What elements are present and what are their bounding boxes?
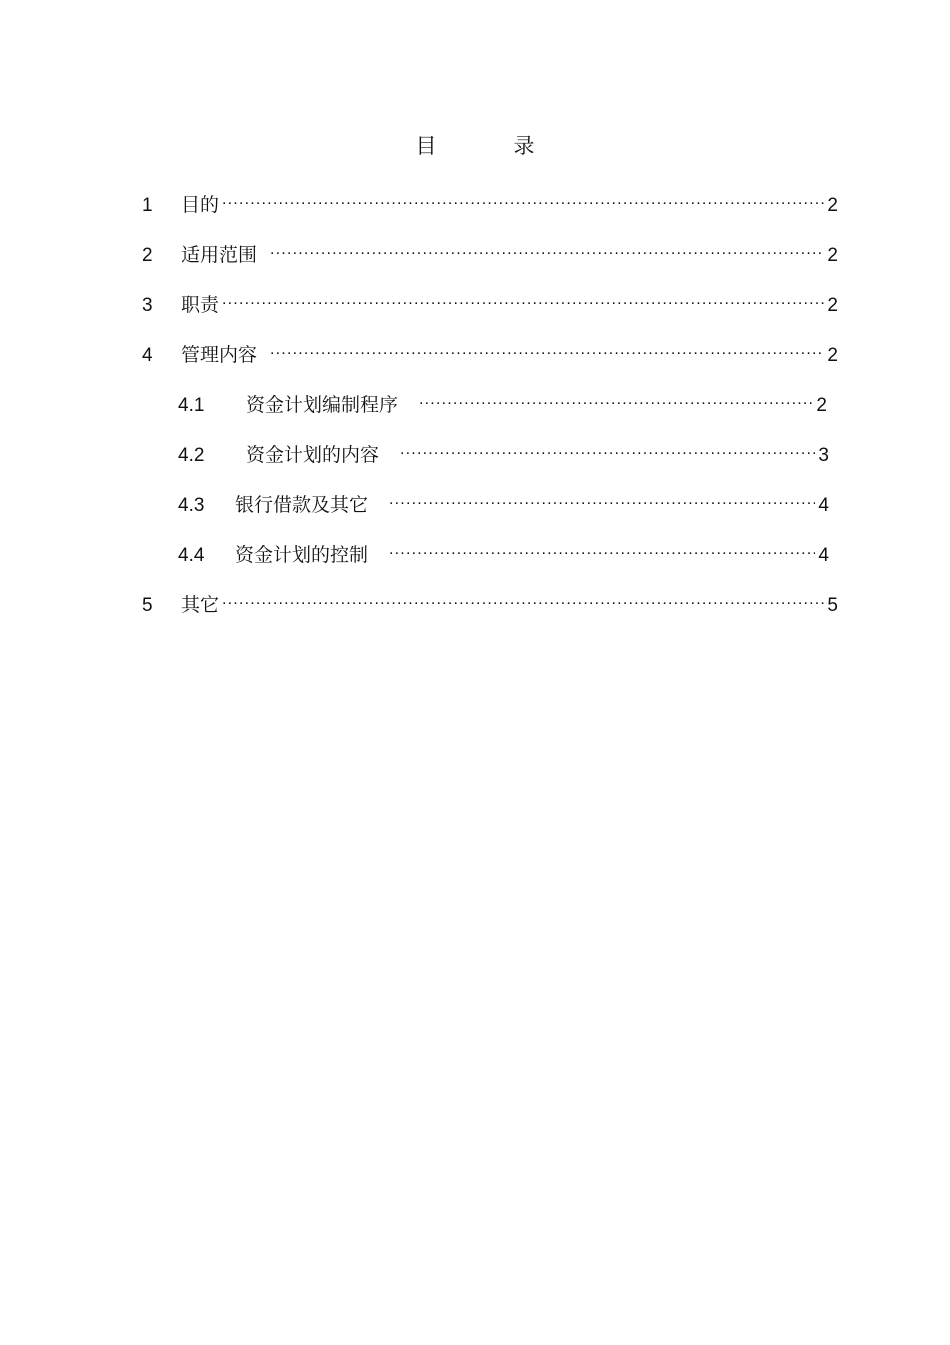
toc-entry-number: 4.3 — [178, 495, 205, 516]
toc-entry-number: 4.2 — [178, 445, 205, 466]
toc-entry-4-1[interactable] — [178, 381, 827, 416]
toc-title: 目 录 — [415, 134, 563, 158]
toc-dot-leader — [400, 431, 815, 461]
toc-entry-4[interactable] — [142, 331, 838, 366]
toc-entry-number: 2 — [142, 245, 153, 266]
toc-entry-text: 资金计划的内容 — [246, 444, 380, 466]
toc-entry-page: 4 — [818, 545, 829, 566]
toc-entry-5[interactable] — [142, 581, 838, 616]
toc-entry-text: 目的 — [181, 194, 220, 216]
toc-entry-number: 1 — [142, 195, 153, 216]
toc-entry-4-2[interactable] — [178, 431, 829, 466]
toc-dot-leader — [270, 231, 824, 261]
toc-entry-text: 银行借款及其它 — [235, 494, 369, 516]
toc-entry-page: 5 — [827, 595, 838, 616]
toc-entry-number: 4.1 — [178, 395, 205, 416]
toc-entry-page: 2 — [816, 395, 827, 416]
toc-entry-page: 3 — [818, 445, 829, 466]
toc-entry-number: 5 — [142, 595, 153, 616]
toc-dot-leader — [222, 281, 824, 311]
toc-entry-text: 职责 — [181, 294, 220, 316]
toc-dot-leader — [222, 581, 824, 611]
toc-dot-leader — [389, 481, 815, 511]
toc-dot-leader — [222, 181, 824, 211]
toc-entry-4-4[interactable] — [178, 531, 829, 566]
toc-entry-page: 2 — [827, 345, 838, 366]
toc-entry-text: 其它 — [181, 594, 220, 616]
toc-entry-page: 2 — [827, 195, 838, 216]
toc-entry-text: 资金计划编制程序 — [246, 394, 399, 416]
toc-entry-number: 3 — [142, 295, 153, 316]
toc-entry-page: 2 — [827, 295, 838, 316]
toc-entry-2[interactable] — [142, 231, 838, 266]
toc-dot-leader — [419, 381, 813, 411]
toc-entry-text: 管理内容 — [181, 344, 258, 366]
toc-entry-4-3[interactable] — [178, 481, 829, 516]
toc-entry-text: 适用范围 — [181, 244, 258, 266]
toc-entry-number: 4 — [142, 345, 153, 366]
toc-entry-page: 2 — [827, 245, 838, 266]
toc-entry-page: 4 — [818, 495, 829, 516]
toc-dot-leader — [389, 531, 815, 561]
toc-entry-number: 4.4 — [178, 545, 205, 566]
toc-entry-3[interactable] — [142, 281, 838, 316]
toc-entry-text: 资金计划的控制 — [235, 544, 369, 566]
toc-dot-leader — [270, 331, 824, 361]
toc-entry-1[interactable] — [142, 181, 838, 216]
